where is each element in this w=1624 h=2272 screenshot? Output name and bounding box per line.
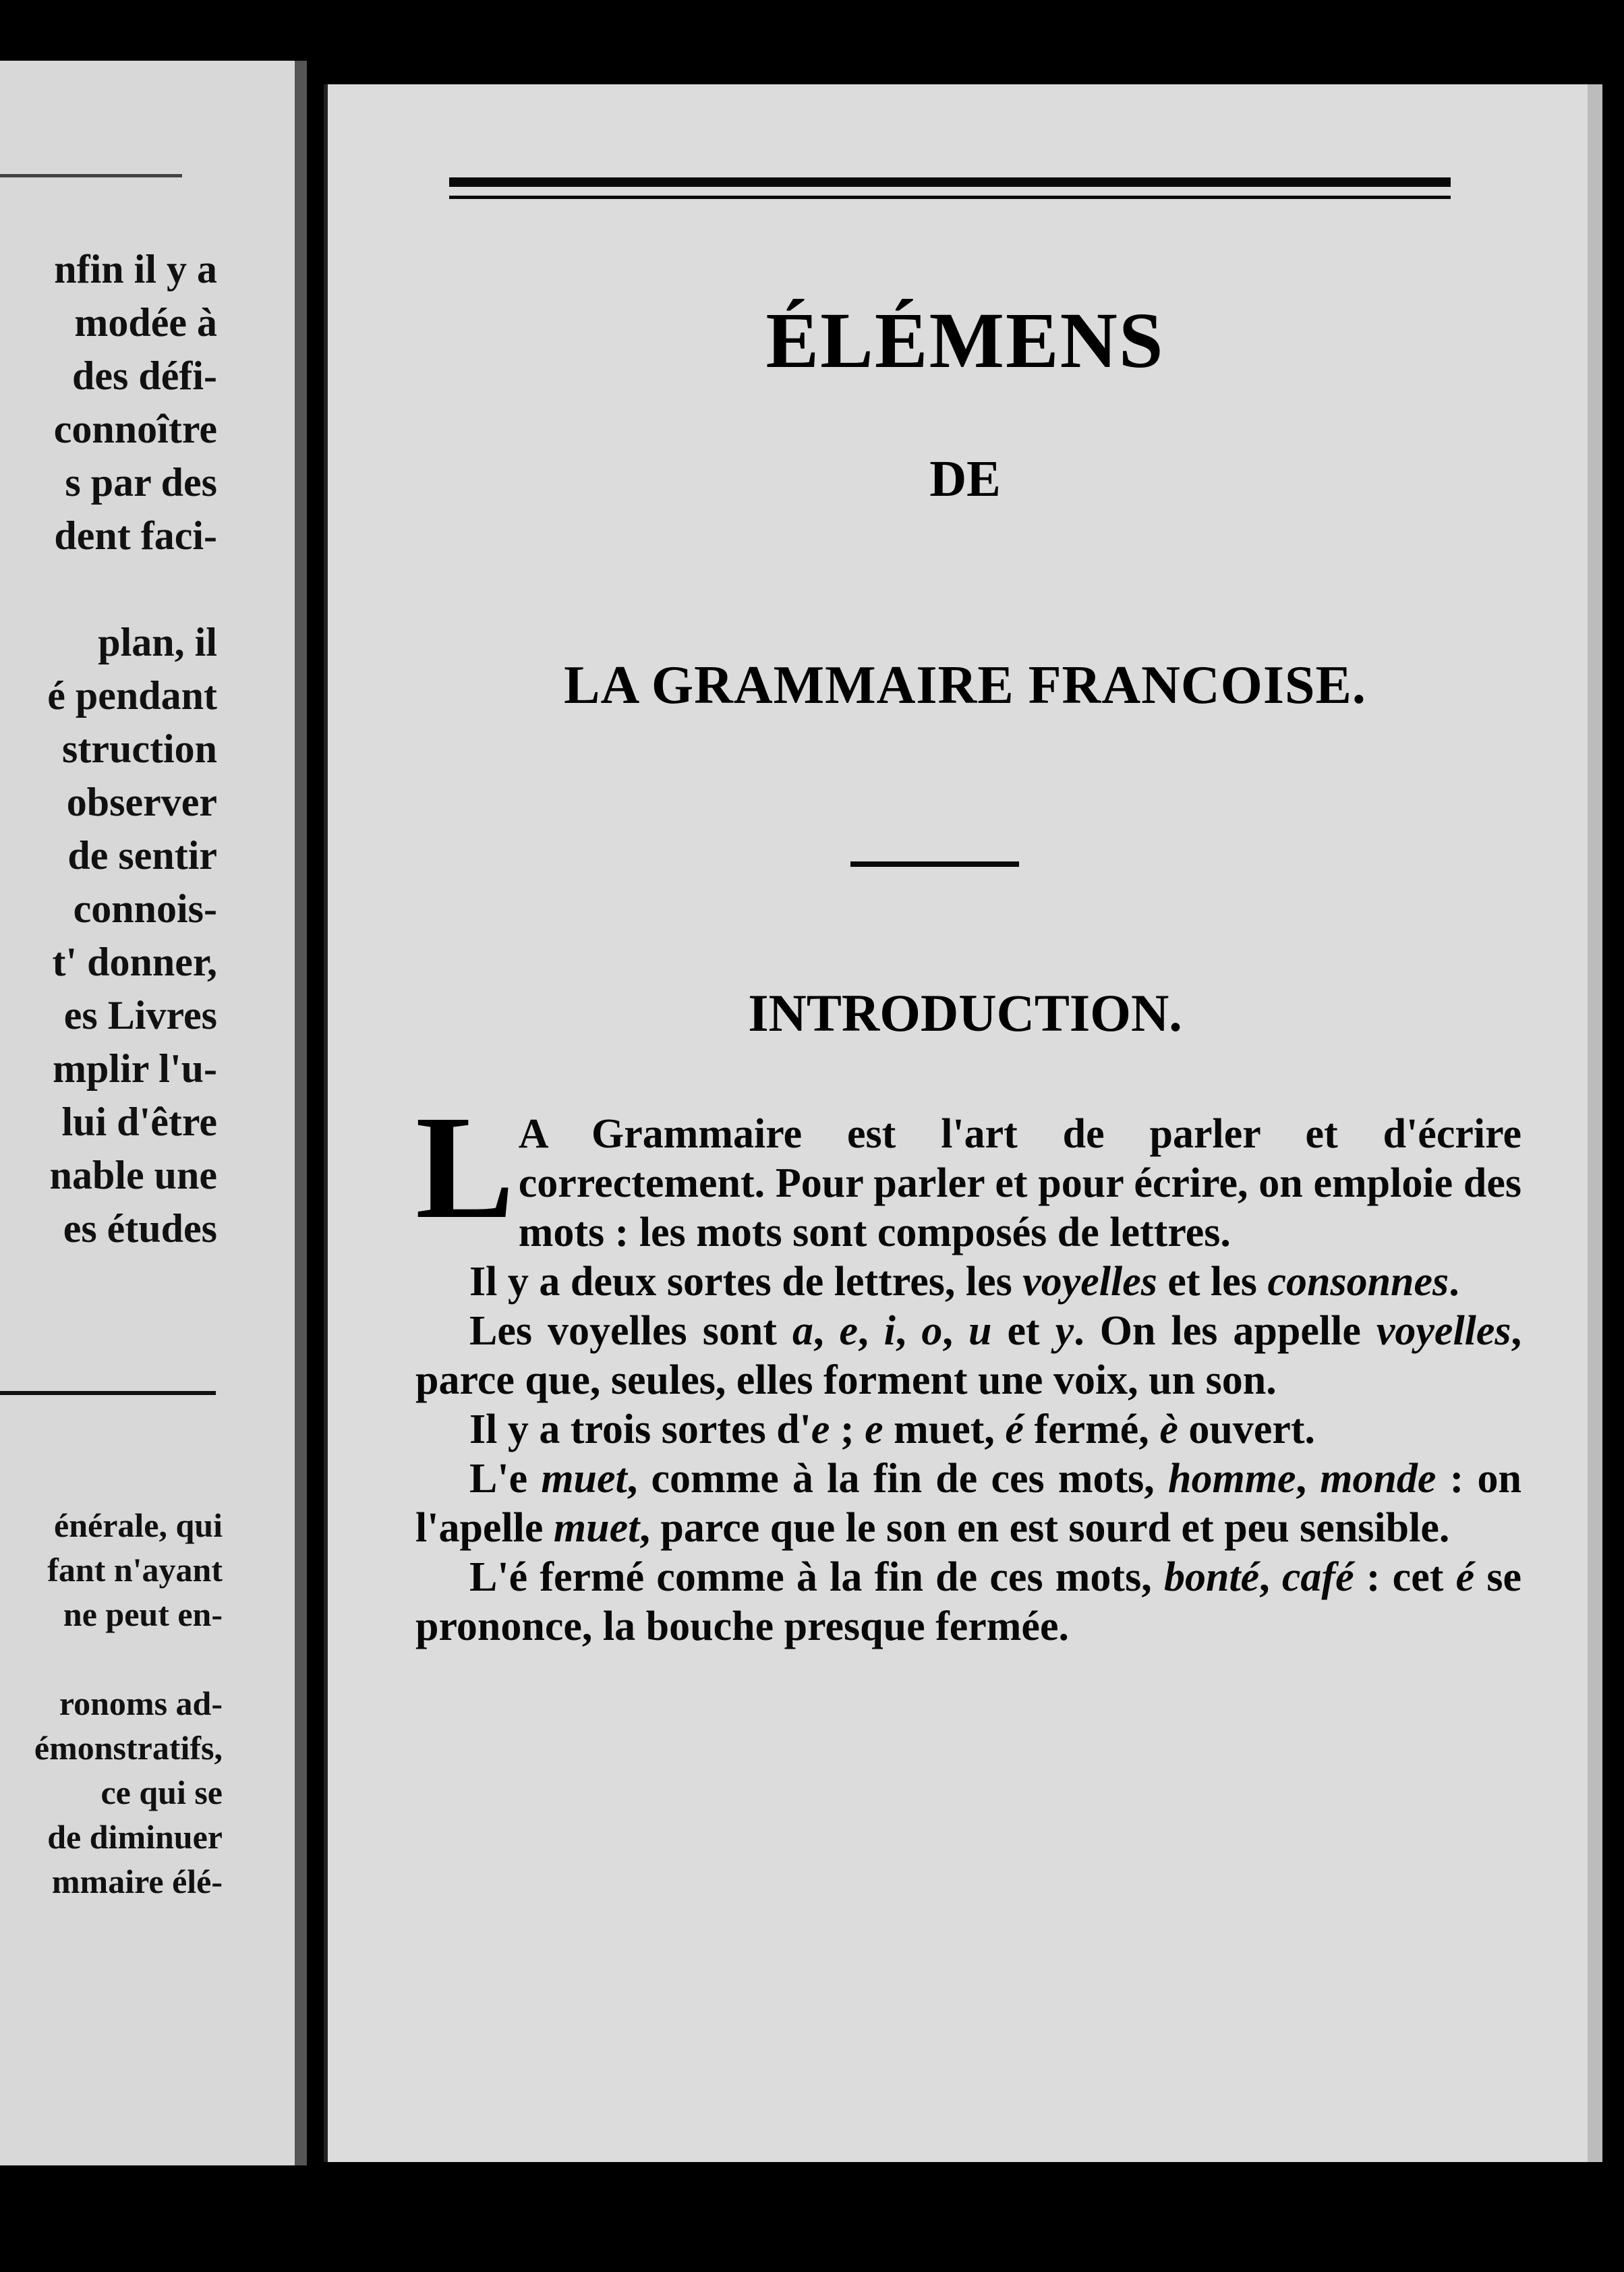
left-page-gutter (295, 61, 307, 2165)
paragraph-5: L'e muet, comme à la fin de ces mots, homme, monde : on l'apelle muet, parce que le son en est sourd et peu sensible. (415, 1456, 1522, 1551)
left-line: plan, il (98, 620, 217, 664)
left-footnote-line: ne peut en- (63, 1595, 223, 1633)
left-line: observer (66, 780, 217, 824)
left-footnote-line: ronoms ad- (59, 1684, 223, 1722)
paragraph-6: L'é fermé comme à la fin de ces mots, bonté, café : cet é se prononce, la bouche presque fermée. (415, 1554, 1521, 1649)
left-footnote-line (0, 1637, 223, 1681)
left-line: des défi- (72, 353, 217, 398)
book-title-de: DE (929, 451, 1001, 507)
left-page-divider (0, 1391, 216, 1395)
left-line: dent faci- (54, 513, 217, 558)
left-footnote-line: fant n'ayant (47, 1551, 223, 1589)
left-footnote-line: mmaire élé- (51, 1863, 223, 1900)
header-rule-thick (449, 177, 1451, 187)
left-line: connoître (53, 407, 217, 451)
left-line: é pendant (47, 673, 217, 718)
section-separator-rule (850, 861, 1019, 867)
left-line: es Livres (63, 993, 217, 1038)
left-footnote-line: émonstratifs, (34, 1729, 223, 1767)
left-line: struction (62, 727, 217, 771)
paragraph-1-text: A Grammaire est l'art de parler et d'écrire correctement. Pour parler et pour écrire, on emploie des mots : les mots sont composés de lettres. (518, 1111, 1521, 1255)
drop-cap: L (415, 1085, 515, 1249)
left-line: mplir l'u- (53, 1046, 217, 1091)
main-page (324, 84, 1602, 2162)
left-footnote-line: énérale, qui (54, 1506, 223, 1544)
paragraph-1 (415, 1085, 1521, 1257)
body-text (415, 1085, 1522, 1651)
left-line (0, 563, 217, 616)
book-subtitle: LA GRAMMAIRE FRANCOISE. (564, 656, 1366, 715)
book-title: ÉLÉMENS (765, 296, 1165, 385)
page-edge-shadow (1588, 84, 1602, 2162)
left-line: nable une (49, 1153, 217, 1197)
header-rule-thin (449, 196, 1451, 199)
left-line: t' donner, (52, 940, 217, 984)
left-page-top-rule (0, 174, 182, 177)
left-page-fragment (0, 61, 307, 2165)
left-line: s par des (65, 460, 217, 505)
left-footnote-line: de diminuer (47, 1818, 223, 1856)
left-line: es études (63, 1206, 217, 1251)
left-line: lui d'être (61, 1100, 217, 1144)
left-line: de sentir (67, 833, 217, 878)
left-page-footnote-text (0, 1503, 223, 1904)
left-footnote-line: ce qui se (100, 1773, 223, 1811)
section-heading: INTRODUCTION. (748, 984, 1182, 1042)
paragraph-2: Il y a deux sortes de lettres, les voyelles et les consonnes. (469, 1259, 1459, 1305)
left-page-upper-text (0, 243, 217, 1255)
left-line: connois- (73, 886, 217, 931)
left-line: modée à (74, 300, 217, 345)
paragraph-4: Il y a trois sortes d'e ; e muet, é fermé, è ouvert. (469, 1407, 1316, 1452)
left-line: nfin il y a (54, 247, 217, 291)
paragraph-3: Les voyelles sont a, e, i, o, u et y. On les appelle voyelles, parce que, seules, elles forment une voix, un son. (415, 1308, 1522, 1403)
